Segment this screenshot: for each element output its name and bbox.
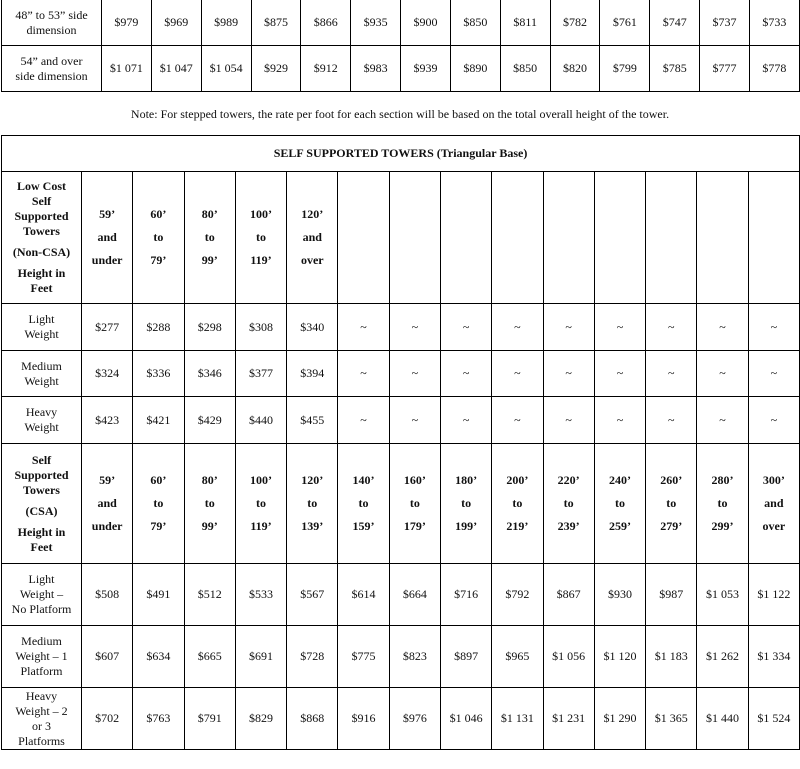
non-csa-header-row (2, 172, 800, 304)
price-cell: $850 (500, 46, 550, 92)
row-label: 54” and over side dimension (2, 46, 102, 92)
price-cell: $324 (82, 351, 133, 397)
price-cell: $288 (133, 304, 184, 351)
price-cell: ~ (748, 351, 799, 397)
price-cell: ~ (543, 397, 594, 444)
price-cell: $665 (184, 626, 235, 688)
price-cell: $508 (82, 564, 133, 626)
empty-header-cell (440, 172, 491, 304)
price-cell: $820 (550, 46, 600, 92)
price-cell: $733 (749, 0, 799, 46)
price-cell: $491 (133, 564, 184, 626)
price-cell: $1 054 (201, 46, 251, 92)
price-cell: $1 183 (646, 626, 697, 688)
price-cell: $1 290 (594, 688, 645, 750)
height-range-header: 60’ to 79’ (133, 444, 184, 564)
table-row (2, 626, 800, 688)
price-cell: $1 120 (594, 626, 645, 688)
price-cell: ~ (646, 397, 697, 444)
height-range-header: 120’ to 139’ (287, 444, 338, 564)
price-cell: ~ (748, 304, 799, 351)
price-cell: $308 (235, 304, 286, 351)
side-dimension-rate-table (1, 0, 800, 92)
row-label: 48” to 53” side dimension (2, 0, 102, 46)
price-cell: $976 (389, 688, 440, 750)
price-cell: $867 (543, 564, 594, 626)
price-cell: ~ (389, 351, 440, 397)
price-cell: ~ (389, 304, 440, 351)
row-label: Medium Weight (2, 351, 82, 397)
price-cell: $429 (184, 397, 235, 444)
price-cell: $607 (82, 626, 133, 688)
price-cell: $900 (401, 0, 451, 46)
price-cell: $421 (133, 397, 184, 444)
price-cell: $866 (301, 0, 351, 46)
table-row (2, 304, 800, 351)
height-range-header: 260’ to 279’ (646, 444, 697, 564)
price-cell: ~ (338, 351, 389, 397)
height-range-header: 100’ to 119’ (235, 444, 286, 564)
price-cell: $634 (133, 626, 184, 688)
height-range-header: 100’ to 119’ (235, 172, 286, 304)
price-cell: $811 (500, 0, 550, 46)
price-cell: $875 (251, 0, 301, 46)
row-label: Light Weight (2, 304, 82, 351)
price-cell: $1 046 (440, 688, 491, 750)
height-range-header: 60’ to 79’ (133, 172, 184, 304)
height-range-header: 300’ and over (748, 444, 799, 564)
price-cell: $1 334 (748, 626, 799, 688)
price-cell: $890 (450, 46, 500, 92)
price-cell: $440 (235, 397, 286, 444)
price-cell: ~ (646, 351, 697, 397)
price-cell: $850 (450, 0, 500, 46)
price-cell: $1 524 (748, 688, 799, 750)
price-cell: ~ (338, 397, 389, 444)
price-cell: $897 (440, 626, 491, 688)
row-label: Light Weight – No Platform (2, 564, 82, 626)
price-cell: ~ (440, 304, 491, 351)
table-row (2, 46, 800, 92)
price-cell: $763 (133, 688, 184, 750)
price-cell: $336 (133, 351, 184, 397)
row-label: Medium Weight – 1 Platform (2, 626, 82, 688)
table-row (2, 564, 800, 626)
price-cell: $989 (201, 0, 251, 46)
price-cell: ~ (389, 397, 440, 444)
height-range-header: 80’ to 99’ (184, 444, 235, 564)
price-cell: $664 (389, 564, 440, 626)
price-cell: $912 (301, 46, 351, 92)
non-csa-header-label: Low Cost Self Supported Towers (Non-CSA) Height in Feet (2, 172, 82, 304)
price-cell: $969 (151, 0, 201, 46)
price-cell: ~ (543, 304, 594, 351)
price-cell: $791 (184, 688, 235, 750)
price-cell: $747 (650, 0, 700, 46)
price-cell: $614 (338, 564, 389, 626)
height-range-header: 200’ to 219’ (492, 444, 543, 564)
table-title-row (2, 136, 800, 172)
self-supported-towers-table (1, 135, 800, 750)
price-cell: $916 (338, 688, 389, 750)
price-cell: $1 122 (748, 564, 799, 626)
empty-header-cell (646, 172, 697, 304)
table-row (2, 351, 800, 397)
price-cell: $1 440 (697, 688, 748, 750)
price-cell: $716 (440, 564, 491, 626)
price-cell: $775 (338, 626, 389, 688)
empty-header-cell (748, 172, 799, 304)
price-cell: $979 (102, 0, 152, 46)
price-cell: $792 (492, 564, 543, 626)
empty-header-cell (543, 172, 594, 304)
price-cell: ~ (543, 351, 594, 397)
price-cell: $277 (82, 304, 133, 351)
price-cell: $1 262 (697, 626, 748, 688)
row-label: Heavy Weight (2, 397, 82, 444)
price-cell: $987 (646, 564, 697, 626)
price-cell: ~ (492, 351, 543, 397)
price-cell: ~ (594, 304, 645, 351)
price-cell: $346 (184, 351, 235, 397)
price-cell: ~ (748, 397, 799, 444)
price-cell: ~ (697, 397, 748, 444)
price-cell: $778 (749, 46, 799, 92)
price-cell: $691 (235, 626, 286, 688)
price-cell: $377 (235, 351, 286, 397)
price-cell: ~ (594, 351, 645, 397)
height-range-header: 59’ and under (82, 444, 133, 564)
price-cell: $394 (287, 351, 338, 397)
price-cell: ~ (594, 397, 645, 444)
height-range-header: 120’ and over (287, 172, 338, 304)
price-cell: $1 056 (543, 626, 594, 688)
price-cell: ~ (338, 304, 389, 351)
price-cell: ~ (697, 304, 748, 351)
price-cell: $1 047 (151, 46, 201, 92)
price-cell: $935 (351, 0, 401, 46)
price-cell: ~ (440, 397, 491, 444)
price-cell: $340 (287, 304, 338, 351)
height-range-header: 59’ and under (82, 172, 133, 304)
price-cell: $737 (700, 0, 750, 46)
price-cell: ~ (440, 351, 491, 397)
price-cell: $1 053 (697, 564, 748, 626)
height-range-header: 180’ to 199’ (440, 444, 491, 564)
stepped-towers-note: Note: For stepped towers, the rate per foot for each section will be based on the total overall height of the tower. (130, 107, 670, 121)
price-cell: $929 (251, 46, 301, 92)
height-range-header: 80’ to 99’ (184, 172, 235, 304)
price-cell: $512 (184, 564, 235, 626)
csa-header-label: Self Supported Towers (CSA) Height in Feet (2, 444, 82, 564)
empty-header-cell (389, 172, 440, 304)
empty-header-cell (338, 172, 389, 304)
price-cell: $829 (235, 688, 286, 750)
price-cell: $423 (82, 397, 133, 444)
price-cell: $455 (287, 397, 338, 444)
price-cell: $799 (600, 46, 650, 92)
price-cell: $823 (389, 626, 440, 688)
price-cell: $785 (650, 46, 700, 92)
price-cell: $983 (351, 46, 401, 92)
price-cell: $1 231 (543, 688, 594, 750)
price-cell: ~ (697, 351, 748, 397)
price-cell: $939 (401, 46, 451, 92)
height-range-header: 140’ to 159’ (338, 444, 389, 564)
price-cell: $567 (287, 564, 338, 626)
table-title: SELF SUPPORTED TOWERS (Triangular Base) (2, 136, 800, 172)
price-cell: $298 (184, 304, 235, 351)
price-cell: ~ (646, 304, 697, 351)
price-cell: $533 (235, 564, 286, 626)
table-row (2, 0, 800, 46)
empty-header-cell (594, 172, 645, 304)
price-cell: $965 (492, 626, 543, 688)
empty-header-cell (492, 172, 543, 304)
price-cell: $1 071 (102, 46, 152, 92)
price-cell: $1 365 (646, 688, 697, 750)
price-cell: $761 (600, 0, 650, 46)
row-label: Heavy Weight – 2 or 3 Platforms (2, 688, 82, 750)
price-cell: $930 (594, 564, 645, 626)
price-cell: $782 (550, 0, 600, 46)
height-range-header: 220’ to 239’ (543, 444, 594, 564)
price-cell: $702 (82, 688, 133, 750)
empty-header-cell (697, 172, 748, 304)
price-cell: $777 (700, 46, 750, 92)
table-row (2, 688, 800, 750)
height-range-header: 240’ to 259’ (594, 444, 645, 564)
price-cell: $868 (287, 688, 338, 750)
height-range-header: 280’ to 299’ (697, 444, 748, 564)
price-cell: ~ (492, 304, 543, 351)
price-cell: $1 131 (492, 688, 543, 750)
table-row (2, 397, 800, 444)
csa-header-row (2, 444, 800, 564)
price-cell: $728 (287, 626, 338, 688)
height-range-header: 160’ to 179’ (389, 444, 440, 564)
price-cell: ~ (492, 397, 543, 444)
